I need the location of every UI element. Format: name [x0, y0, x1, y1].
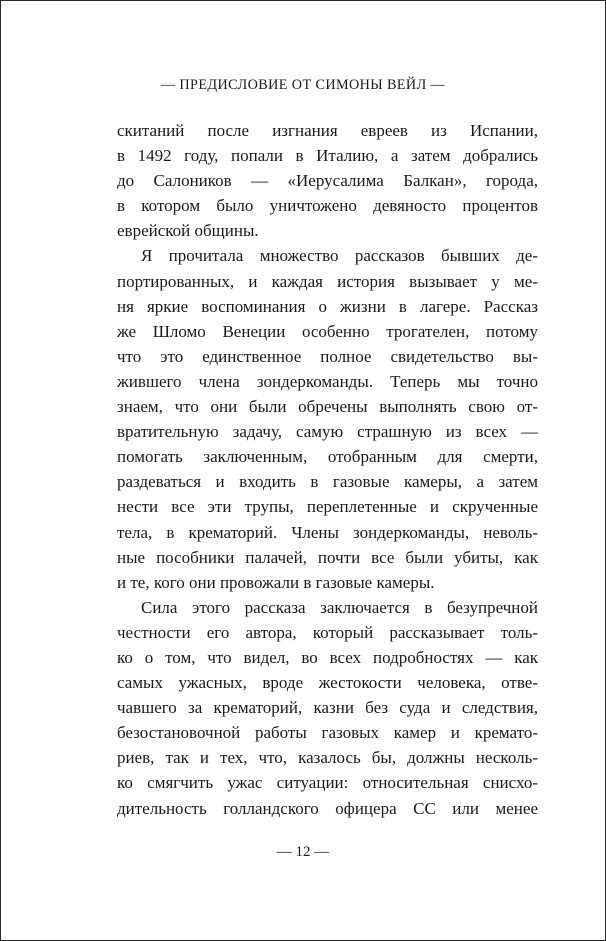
text-line: до Салоников — «Иерусалима Балкан», города,	[117, 171, 538, 191]
text-line: жившего члена зондеркоманды. Теперь мы точно	[117, 371, 538, 391]
text-line: Я прочитала множество рассказов бывших де-	[141, 246, 538, 266]
text-line: риев, так и тех, что, казалось бы, должны несколь-	[117, 748, 538, 768]
text-line: самых ужасных, вроде жестокости человека, отве-	[117, 673, 538, 693]
running-head: — ПРЕДИСЛОВИЕ ОТ СИМОНЫ ВЕЙЛ —	[160, 77, 446, 93]
text-line: тела, в крематорий. Члены зондеркоманды, неволь-	[117, 522, 538, 542]
text-line: раздеваться и входить в газовые камеры, а затем	[117, 472, 538, 492]
text-line: вратительную задачу, самую страшную из всех —	[117, 422, 538, 442]
text-line: ко о том, что видел, во всех подробностях — как	[117, 647, 538, 667]
text-line: же Шломо Венеции особенно трогателен, потому	[117, 321, 538, 341]
text-line: помогать заключенным, отобранным для смерти,	[117, 447, 538, 467]
text-line: чавшего за крематорий, казни без суда и следствия,	[117, 698, 538, 718]
text-line: нести все эти трупы, переплетенные и скрученные	[117, 497, 538, 517]
text-line: знаем, что они были обречены выполнять свою от-	[117, 397, 538, 417]
body-text	[117, 118, 538, 821]
paragraph-2	[117, 243, 538, 594]
text-line: еврейской общины.	[117, 221, 259, 241]
text-line: что это единственное полное свидетельство вы-	[117, 346, 538, 366]
text-line: в котором было уничтожено девяносто процентов	[117, 196, 538, 216]
page-number: — 12 —	[276, 844, 330, 860]
text-line: безостановочной работы газовых камер и кремато-	[117, 723, 538, 743]
text-line: ные пособники палачей, почти все были убиты, как	[117, 547, 538, 567]
paragraph-3	[117, 595, 538, 821]
paragraph-1	[117, 118, 538, 243]
text-line: в 1492 году, попали в Италию, а затем добрались	[117, 146, 538, 166]
text-line: Сила этого рассказа заключается в безупречной	[141, 597, 538, 617]
text-line: и те, кого они провожали в газовые камеры.	[117, 572, 435, 592]
text-line: ко смягчить ужас ситуации: относительная снисхо-	[117, 773, 538, 793]
text-line: ня яркие воспоминания о жизни в лагере. Рассказ	[117, 296, 538, 316]
text-line: скитаний после изгнания евреев из Испании,	[117, 121, 538, 140]
text-line: честности его автора, который рассказывает толь-	[117, 622, 538, 642]
text-line: дительность голландского офицера СС или менее	[117, 798, 538, 818]
text-line: портированных, и каждая история вызывает у ме-	[117, 271, 538, 291]
